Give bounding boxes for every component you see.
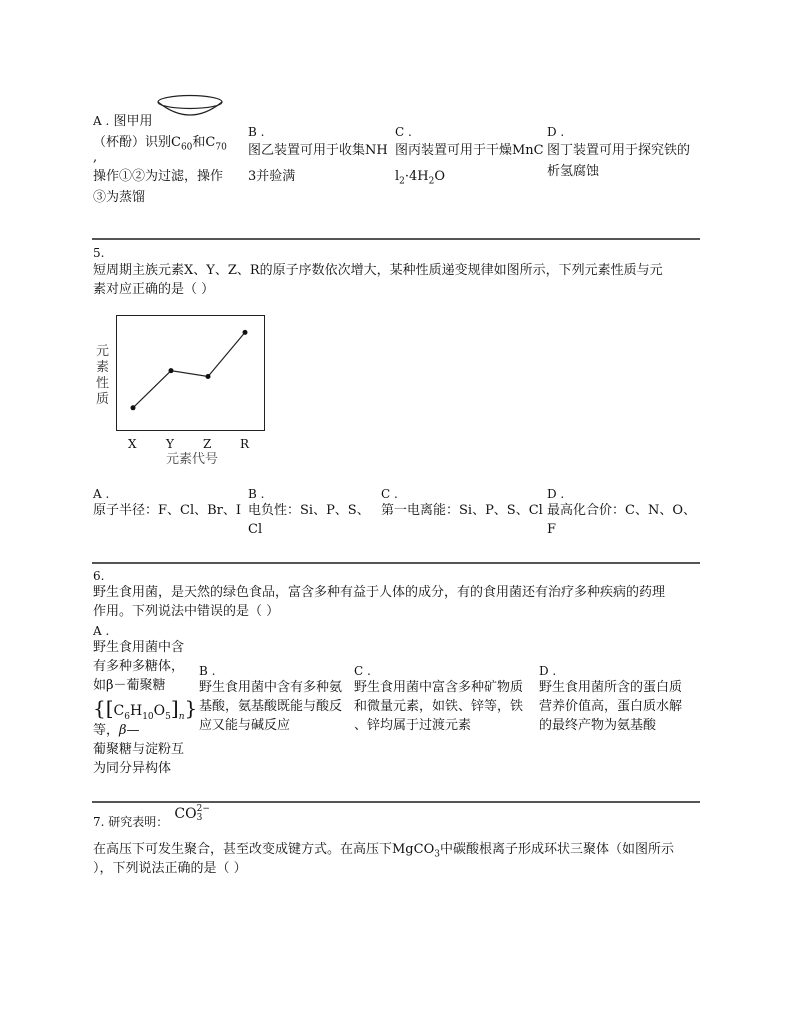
- x-tick-y: Y: [166, 437, 174, 451]
- q6-b-line1: 野生食用菌中含有多种氨: [199, 680, 343, 695]
- q6-d-line1: 野生食用菌所含的蛋白质: [539, 680, 683, 695]
- q6-a-line5: 等，β—: [93, 723, 140, 738]
- q7-stem-line2: ），下列说法正确的是（ ）: [93, 861, 247, 876]
- q5-stem: [93, 261, 713, 299]
- q5-d-line1: 最高化合价：C、N、O、: [547, 503, 696, 518]
- q6-stem-line1: 野生食用菌，是天然的绿色食品，富含多种有益于人体的成分，有的食用菌还有治疗多种疾病的药理: [93, 585, 666, 600]
- q7-stem-line1: 在高压下可发生聚合，甚至改变成键方式。在高压下MgCO$_3$中碳酸根离子形成环状三聚体（如图所示: [93, 842, 674, 860]
- q4-c-line1: 图丙装置可用于干燥MnC: [395, 143, 544, 158]
- q4-option-c[interactable]: [395, 141, 545, 186]
- q4-a-line4: 操作①②为过滤，操作: [93, 169, 224, 184]
- q6-option-d[interactable]: [539, 678, 699, 735]
- q7-stem: [93, 840, 713, 878]
- q4-a-line5: ③为蒸馏: [93, 190, 146, 205]
- q6-option-b[interactable]: [199, 678, 355, 735]
- q4-d-line1: 图丁装置可用于探究铁的: [547, 143, 691, 158]
- chart-plot: [116, 315, 264, 431]
- q4-option-d[interactable]: [547, 141, 707, 181]
- q5-option-a[interactable]: 原子半径：F、Cl、Br、I: [93, 503, 242, 518]
- q4-option-d-letter: D .: [547, 125, 565, 139]
- q5-option-c[interactable]: 第一电离能：Si、P、S、Cl: [381, 503, 543, 518]
- q5-number: 5.: [93, 246, 105, 260]
- q5-option-d-letter: D .: [547, 487, 565, 501]
- q5-stem-line2: 素对应正确的是（ ）: [93, 282, 215, 297]
- q4-option-c-letter: C .: [395, 125, 412, 139]
- q5-option-d[interactable]: [547, 501, 707, 539]
- q6-a-line3: 如β－葡聚糖: [93, 678, 166, 693]
- chart-y-label: 元素性质: [96, 344, 110, 407]
- q6-d-line3: 的最终产物为氨基酸: [539, 718, 657, 733]
- q6-a-formula: $\{[C_6H_{10}O_5]_n\}$: [93, 696, 198, 722]
- q6-d-line2: 营养价值高，蛋白质水解: [539, 699, 683, 714]
- q5-b-line1: 电负性：Si、P、S、: [248, 503, 370, 518]
- data-point-r: [243, 330, 248, 335]
- q5-stem-line1: 短周期主族元素X、Y、Z、R的原子序数依次增大，某种性质递变规律如图所示，下列元素性质与元: [93, 263, 663, 278]
- q4-option-a[interactable]: [93, 112, 243, 207]
- q5-d-line2: F: [547, 522, 557, 537]
- data-point-y: [169, 368, 174, 373]
- q4-a-line2: （杯酚）识别$C_{60}$和$C_{70}$: [93, 135, 227, 153]
- q6-option-d-letter: D .: [539, 664, 557, 678]
- q5-option-b[interactable]: [248, 501, 378, 539]
- q6-stem: [93, 583, 713, 621]
- q5-option-a-letter: A .: [93, 487, 110, 501]
- q4-c-line2: $l_2\cdot 4H_2O$: [395, 169, 446, 187]
- chart-x-label: 元素代号: [166, 452, 219, 467]
- divider-q5-q6: [92, 562, 700, 564]
- q4-b-line1: 图乙装置可用于收集NH: [248, 143, 388, 158]
- q4-a-line1: A . 图甲用: [93, 114, 153, 129]
- q6-a-line1: 野生食用菌中含: [93, 640, 185, 655]
- q6-option-b-letter: B .: [199, 664, 216, 678]
- q5-option-c-letter: C .: [381, 487, 398, 501]
- carbonate-ion: CO 2− 3: [174, 804, 210, 823]
- data-point-x: [131, 405, 136, 410]
- x-tick-r: R: [240, 437, 250, 451]
- q6-number: 6.: [93, 569, 105, 583]
- q6-b-line3: 应又能与碱反应: [199, 718, 291, 733]
- x-tick-z: Z: [203, 437, 212, 451]
- q6-option-a[interactable]: [93, 638, 203, 778]
- q4-option-b[interactable]: [248, 141, 396, 186]
- divider-q4-q5: [92, 238, 700, 240]
- q4-option-b-letter: B .: [248, 125, 265, 139]
- q6-b-line2: 基酸，氨基酸既能与酸反: [199, 699, 343, 714]
- q6-a-line6: 葡聚糖与淀粉互: [93, 742, 185, 757]
- q6-a-line7: 为同分异构体: [93, 761, 172, 776]
- divider-q6-q7: [92, 801, 700, 803]
- data-point-z: [206, 374, 211, 379]
- q6-option-c[interactable]: [354, 678, 539, 735]
- q5-b-line2: Cl: [248, 522, 263, 537]
- q6-c-line1: 野生食用菌中富含多种矿物质: [354, 680, 524, 695]
- q6-option-a-letter: A .: [93, 624, 110, 638]
- q5-option-b-letter: B .: [248, 487, 265, 501]
- q7-heading: 7. 研究表明： CO 2− 3: [93, 804, 210, 829]
- series-line: [133, 332, 245, 407]
- q4-a-line3: ,: [93, 150, 98, 165]
- q6-stem-line2: 作用。下列说法中错误的是（ ）: [93, 604, 280, 619]
- q6-c-line3: 、锌均属于过渡元素: [354, 718, 472, 733]
- q6-a-line2: 有多种多糖体，: [93, 659, 185, 674]
- q4-b-line2: 3并验满: [248, 169, 296, 184]
- x-tick-x: X: [128, 437, 137, 451]
- q6-option-c-letter: C .: [354, 664, 371, 678]
- q6-c-line2: 和微量元素，如铁、锌等，铁: [354, 699, 524, 714]
- q4-d-line2: 析氢腐蚀: [547, 164, 600, 179]
